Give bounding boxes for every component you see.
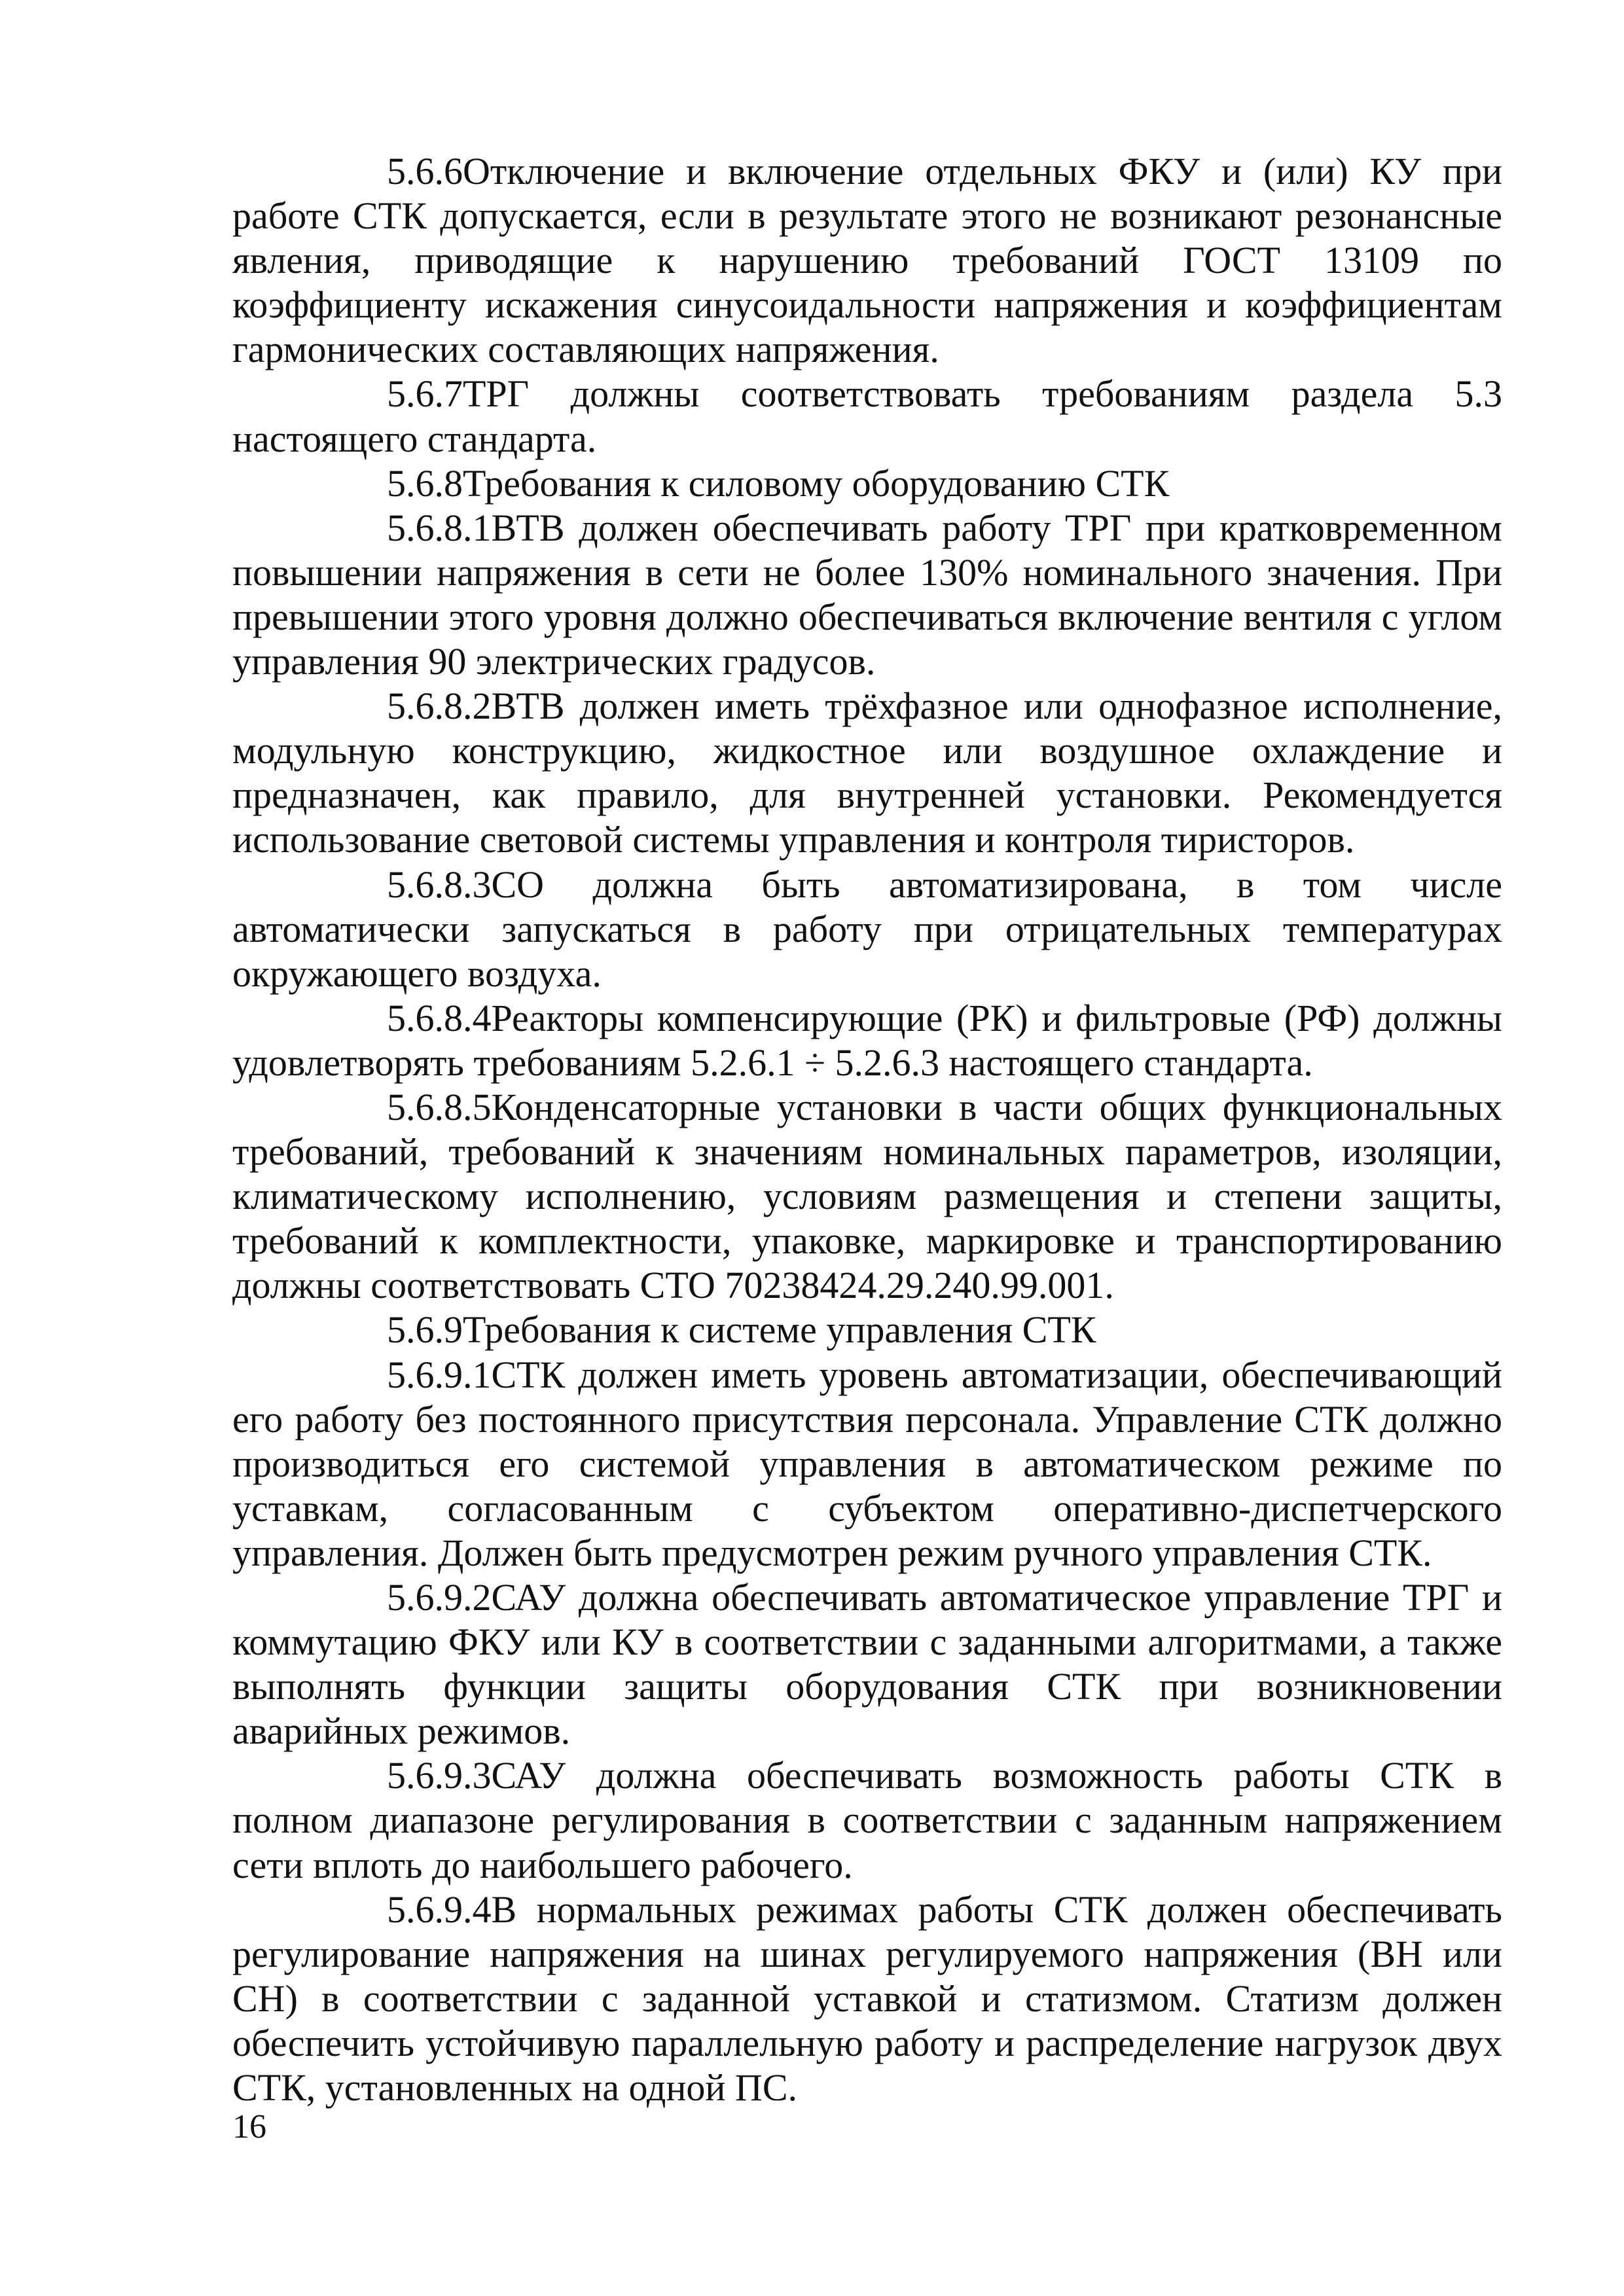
paragraph-5-6-8-3 bbox=[232, 863, 1502, 996]
clause-text: ВТВ должен иметь трёхфазное или однофазное исполнение, модульную конструкцию, жидкостное или воздушное охлаждение и предназначен, как правило, для внутренней установки. Рекомендуется использование световой системы управления и контроля тиристоров. bbox=[232, 685, 1502, 861]
clause-number: 5.6.9.1 bbox=[387, 1353, 492, 1396]
clause-text: СО должна быть автоматизирована, в том числе автоматически запускаться в работу при отрицательных температурах окружающего воздуха. bbox=[232, 863, 1502, 995]
paragraph-5-6-8-5 bbox=[232, 1085, 1502, 1308]
clause-number: 5.6.8.2 bbox=[387, 685, 492, 728]
page-number: 16 bbox=[232, 2108, 266, 2145]
clause-number: 5.6.7 bbox=[387, 372, 463, 416]
clause-number: 5.6.8.4 bbox=[387, 996, 492, 1039]
clause-text: Требования к системе управления СТК bbox=[463, 1308, 1096, 1352]
clause-text: Требования к силовому оборудованию СТК bbox=[463, 461, 1170, 505]
clause-number: 5.6.9.4 bbox=[387, 1888, 492, 1931]
clause-text: ВТВ должен обеспечивать работу ТРГ при кратковременном повышении напряжения в сети не более 130% номинального значения. При превышении этого уровня должно обеспечиваться включение вентиля с углом управления 90 электрических градусов. bbox=[232, 506, 1502, 683]
paragraph-5-6-9-3 bbox=[232, 1753, 1502, 1887]
clause-number: 5.6.8.5 bbox=[387, 1085, 492, 1128]
paragraph-5-6-9-4 bbox=[232, 1888, 1502, 2110]
clause-number: 5.6.9 bbox=[387, 1308, 463, 1352]
paragraph-5-6-9 bbox=[232, 1308, 1502, 1352]
clause-number: 5.6.6 bbox=[387, 150, 463, 192]
clause-number: 5.6.8.3 bbox=[387, 863, 492, 906]
clause-number: 5.6.8 bbox=[387, 461, 463, 505]
clause-text: САУ должна обеспечивать возможность работы СТК в полном диапазоне регулирования в соответствии с заданным напряжением сети вплоть до наибольшего рабочего. bbox=[232, 1754, 1502, 1886]
paragraph-5-6-7 bbox=[232, 372, 1502, 461]
document-body bbox=[232, 149, 1502, 2110]
clause-text: ТРГ должны соответствовать требованиям раздела 5.3 настоящего стандарта. bbox=[232, 372, 1502, 460]
paragraph-5-6-8 bbox=[232, 461, 1502, 506]
clause-text: СТК должен иметь уровень автоматизации, обеспечивающий его работу без постоянного присутствия персонала. Управление СТК должно производиться его системой управления в автоматическом режиме по уставкам, согласованным с субъектом оперативно-диспетчерского управления. Должен быть предусмотрен режим ручного управления СТК. bbox=[232, 1353, 1502, 1574]
clause-text: Реакторы компенсирующие (РК) и фильтровые (РФ) должны удовлетворять требованиям 5.2.6.1 ÷ 5.2.6.3 настоящего стандарта. bbox=[232, 996, 1502, 1084]
paragraph-5-6-8-2 bbox=[232, 684, 1502, 862]
clause-text: В нормальных режимах работы СТК должен обеспечивать регулирование напряжения на шинах регулируемого напряжения (ВН или СН) в соответствии с заданной уставкой и статизмом. Статизм должен обеспечить устойчивую параллельную работу и распределение нагрузок двух СТК, установленных на одной ПС. bbox=[232, 1888, 1502, 2109]
paragraph-5-6-6 bbox=[232, 149, 1502, 372]
paragraph-5-6-9-2 bbox=[232, 1575, 1502, 1753]
clause-text: САУ должна обеспечивать автоматическое управление ТРГ и коммутацию ФКУ или КУ в соответствии с заданными алгоритмами, а также выполнять функции защиты оборудования СТК при возникновении аварийных режимов. bbox=[232, 1576, 1502, 1753]
paragraph-5-6-8-4 bbox=[232, 996, 1502, 1085]
paragraph-5-6-8-1 bbox=[232, 506, 1502, 684]
paragraph-5-6-9-1 bbox=[232, 1353, 1502, 1575]
clause-text: Конденсаторные установки в части общих функциональных требований, требований к значениям номинальных параметров, изоляции, климатическому исполнению, условиям размещения и степени защиты, требований к комплектности, упаковке, маркировке и транспортированию должны соответствовать СТО 70238424.29.240.99.001. bbox=[232, 1085, 1502, 1307]
clause-number: 5.6.8.1 bbox=[387, 506, 492, 549]
clause-number: 5.6.9.2 bbox=[387, 1576, 492, 1619]
clause-number: 5.6.9.3 bbox=[387, 1754, 492, 1797]
clause-text: Отключение и включение отдельных ФКУ и (или) КУ при работе СТК допускается, если в результате этого не возникают резонансные явления, приводящие к нарушению требований ГОСТ 13109 по коэффициенту искажения синусоидальности напряжения и коэффициентам гармонических составляющих напряжения. bbox=[232, 150, 1502, 371]
